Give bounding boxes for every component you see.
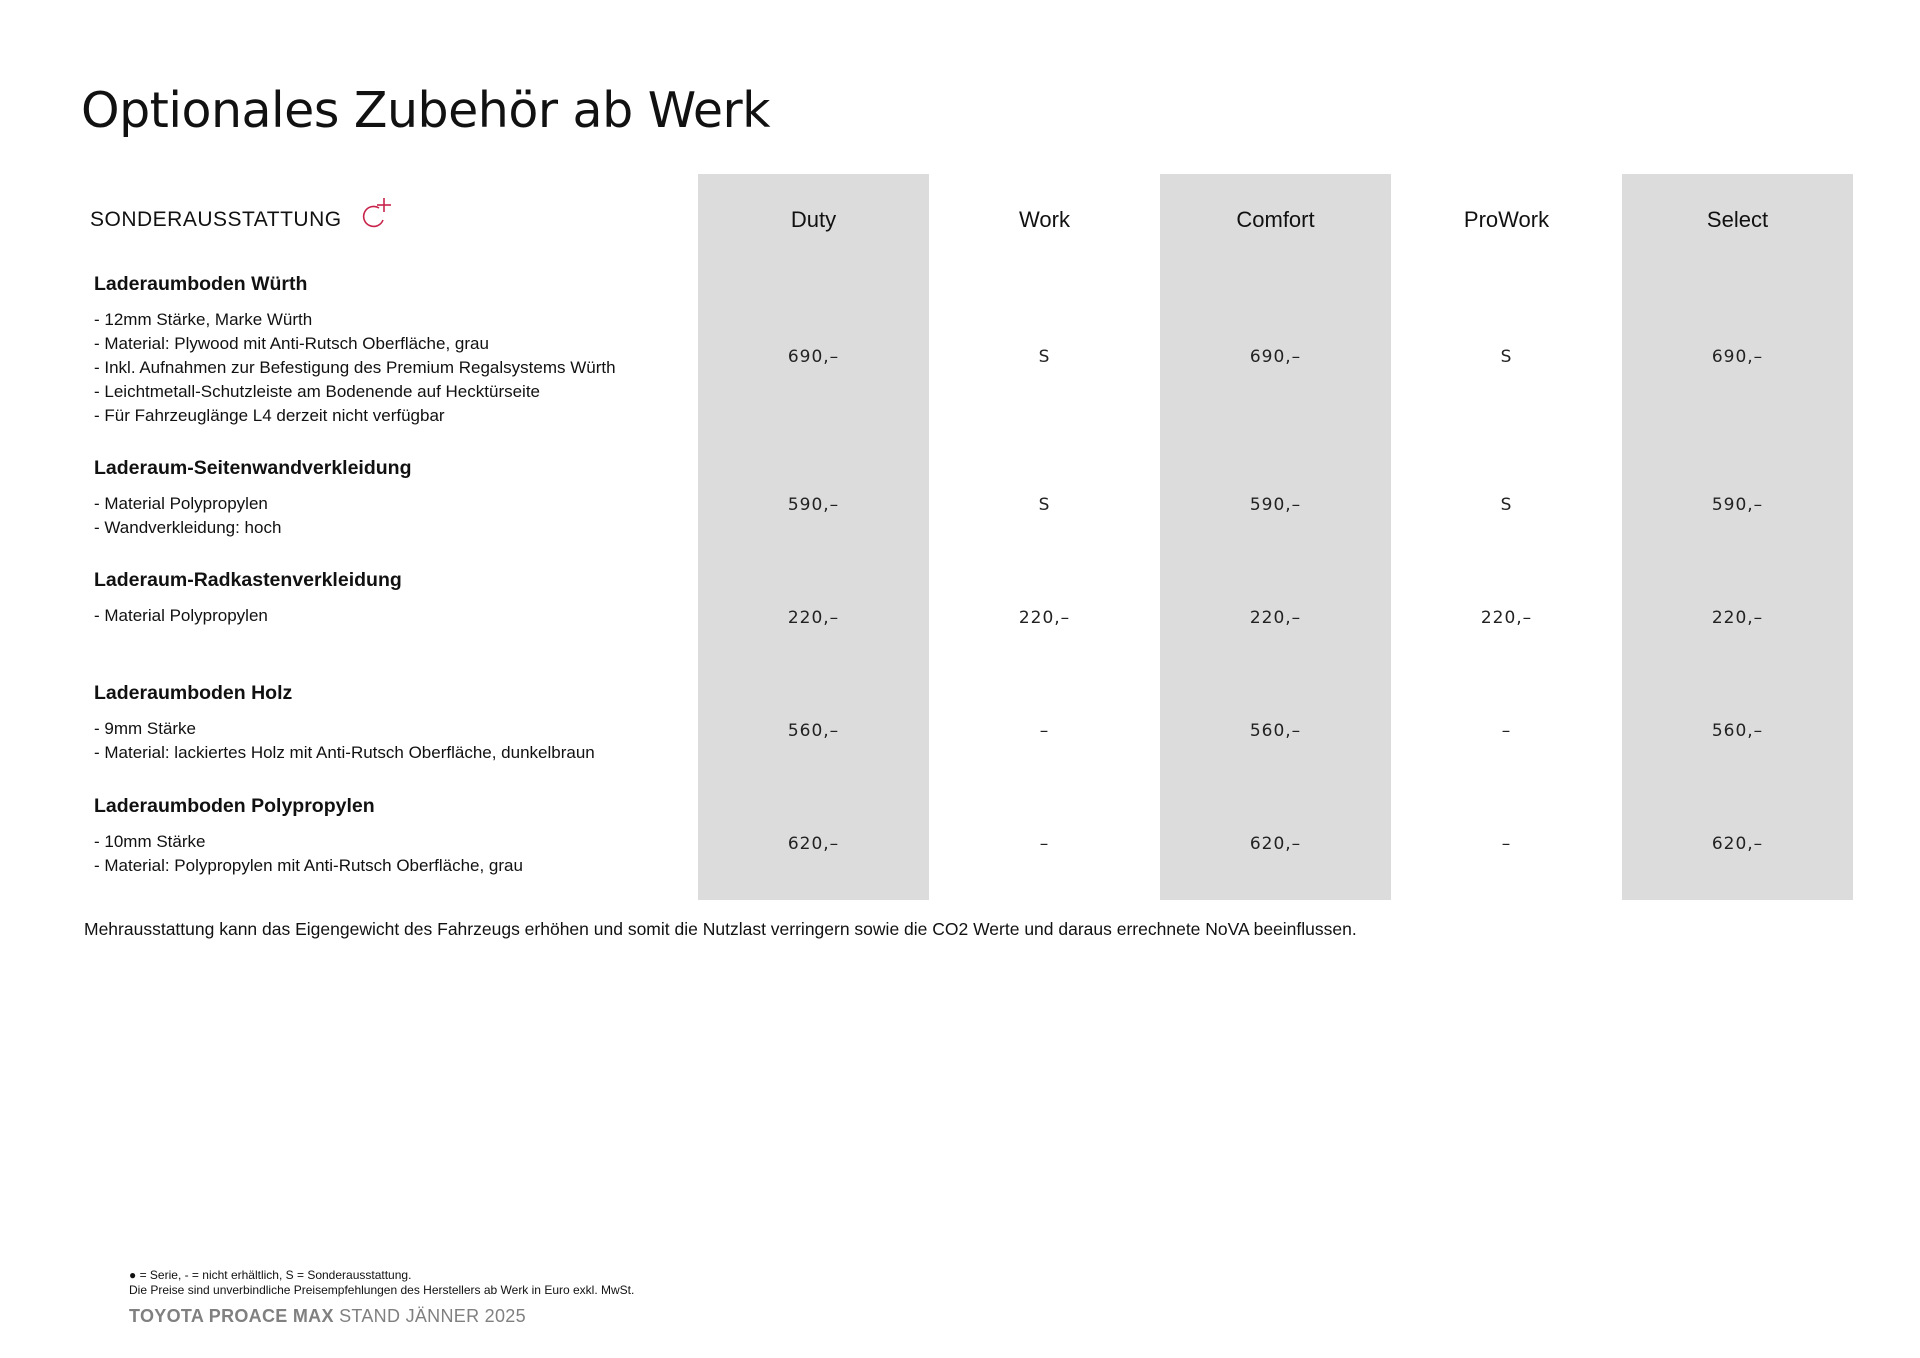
table-row xyxy=(81,787,1853,900)
price-cell-select: 560,– xyxy=(1622,674,1853,787)
footer-brand: TOYOTA PROACE MAX xyxy=(129,1306,334,1326)
row-bullets xyxy=(94,830,688,878)
price-cell-prowork: 220,– xyxy=(1480,607,1533,628)
price-cell-select: 620,– xyxy=(1622,787,1853,900)
row-title: Laderaum-Seitenwandverkleidung xyxy=(94,457,412,479)
price-cell-select: 220,– xyxy=(1622,561,1853,674)
price-cell-work: – xyxy=(1039,720,1050,741)
price-cell-duty: 220,– xyxy=(698,561,929,674)
option-plus-icon xyxy=(360,196,398,236)
row-title: Laderaumboden Holz xyxy=(94,682,293,704)
price-cell-select: 590,– xyxy=(1622,449,1853,561)
footer-status: STAND JÄNNER 2025 xyxy=(339,1306,526,1326)
price-cell-prowork: S xyxy=(1500,495,1513,515)
table-row xyxy=(81,561,1853,674)
header-variant-select: Select xyxy=(1622,174,1853,265)
row-bullet: - 10mm Stärke xyxy=(94,832,206,851)
row-bullet: - Für Fahrzeuglänge L4 derzeit nicht verfügbar xyxy=(94,406,445,425)
row-bullet: - Inkl. Aufnahmen zur Befestigung des Premium Regalsystems Würth xyxy=(94,358,616,377)
row-description xyxy=(81,674,698,787)
row-description xyxy=(81,561,698,674)
price-cell-work: 220,– xyxy=(1018,607,1071,628)
legend-line-prices: Die Preise sind unverbindliche Preisempfehlungen des Herstellers ab Werk in Euro exkl. MwSt. xyxy=(129,1283,635,1297)
row-description xyxy=(81,449,698,561)
row-bullet: - Material: Polypropylen mit Anti-Rutsch Oberfläche, grau xyxy=(94,856,523,875)
price-cell-duty: 590,– xyxy=(698,449,929,561)
price-cell-work: S xyxy=(1038,495,1051,515)
row-bullets xyxy=(94,604,688,628)
row-title: Laderaumboden Würth xyxy=(94,273,308,295)
header-variant-comfort: Comfort xyxy=(1160,174,1391,265)
price-table xyxy=(81,174,1853,900)
row-title: Laderaum-Radkastenverkleidung xyxy=(94,569,402,591)
table-row xyxy=(81,449,1853,561)
header-variant-prowork: ProWork xyxy=(1463,206,1550,232)
row-bullet: - 9mm Stärke xyxy=(94,719,197,738)
row-bullet: - Material: Plywood mit Anti-Rutsch Oberfläche, grau xyxy=(94,334,489,353)
weight-note: Mehrausstattung kann das Eigengewicht des Fahrzeugs erhöhen und somit die Nutzlast verringern sowie die CO2 Werte und daraus errechnete NoVA beeinflussen. xyxy=(84,919,1357,939)
legend-line-symbols: ● = Serie, - = nicht erhältlich, S = Sonderausstattung. xyxy=(129,1268,412,1282)
price-cell-duty: 620,– xyxy=(698,787,929,900)
header-variant-duty: Duty xyxy=(698,174,929,265)
price-cell-work: – xyxy=(1039,833,1050,854)
row-bullet: - Material Polypropylen xyxy=(94,606,268,625)
table-row xyxy=(81,265,1853,449)
row-bullet: - Leichtmetall-Schutzleiste am Bodenende auf Hecktürseite xyxy=(94,382,541,401)
price-cell-comfort: 690,– xyxy=(1160,265,1391,449)
page-title: Optionales Zubehör ab Werk xyxy=(81,82,771,139)
header-cell-label xyxy=(81,174,698,265)
row-bullet: - 12mm Stärke, Marke Würth xyxy=(94,310,313,329)
price-cell-work: S xyxy=(1038,347,1051,367)
price-cell-prowork: – xyxy=(1501,720,1512,741)
price-cell-comfort: 560,– xyxy=(1160,674,1391,787)
row-title: Laderaumboden Polypropylen xyxy=(94,795,375,817)
price-cell-prowork: S xyxy=(1500,347,1513,367)
price-cell-duty: 560,– xyxy=(698,674,929,787)
row-bullets xyxy=(94,308,688,428)
header-variant-work: Work xyxy=(1019,206,1070,232)
header-row xyxy=(81,174,1853,265)
row-description xyxy=(81,265,698,449)
footer xyxy=(129,1306,526,1327)
row-bullet: - Material: lackiertes Holz mit Anti-Rutsch Oberfläche, dunkelbraun xyxy=(94,743,595,762)
legend xyxy=(129,1268,634,1298)
row-bullets xyxy=(94,717,688,765)
price-cell-comfort: 220,– xyxy=(1160,561,1391,674)
table-row xyxy=(81,674,1853,787)
price-cell-prowork: – xyxy=(1501,833,1512,854)
row-bullets xyxy=(94,492,688,540)
row-bullet: - Wandverkleidung: hoch xyxy=(94,518,282,537)
price-cell-select: 690,– xyxy=(1622,265,1853,449)
row-description xyxy=(81,787,698,900)
sonderausstattung-label: SONDERAUSSTATTUNG xyxy=(90,207,342,231)
price-cell-comfort: 620,– xyxy=(1160,787,1391,900)
row-bullet: - Material Polypropylen xyxy=(94,494,268,513)
price-cell-duty: 690,– xyxy=(698,265,929,449)
price-cell-comfort: 590,– xyxy=(1160,449,1391,561)
